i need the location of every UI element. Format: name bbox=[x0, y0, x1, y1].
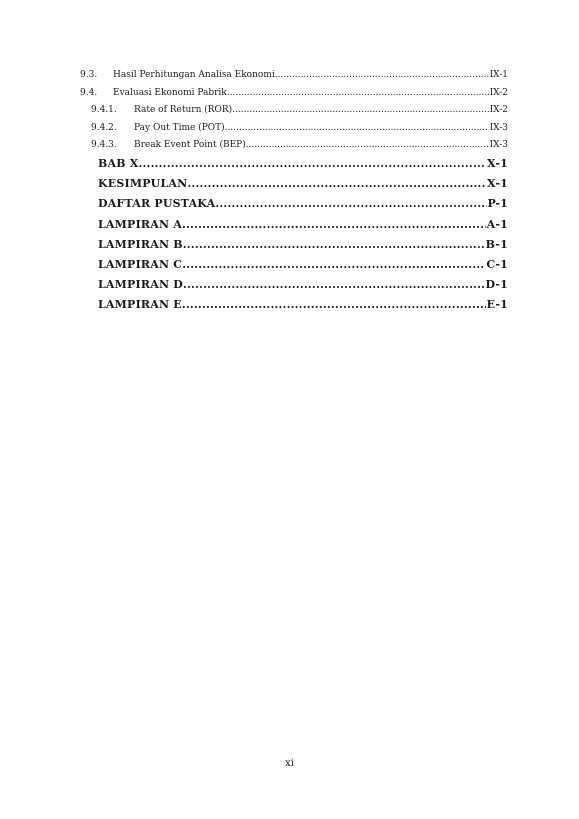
toc-entry-9-4-2[interactable] bbox=[91, 122, 508, 135]
toc-dot-leader bbox=[215, 196, 486, 212]
toc-dot-leader bbox=[183, 237, 485, 253]
toc-entry-page: IX-3 bbox=[489, 123, 508, 133]
toc-dot-leader bbox=[275, 69, 489, 82]
toc-entry-page: A-1 bbox=[486, 218, 508, 231]
toc-entry-kesimpulan[interactable] bbox=[98, 176, 508, 192]
toc-entry-page: P-1 bbox=[487, 197, 508, 210]
toc-dot-leader bbox=[246, 139, 489, 152]
toc-dot-leader bbox=[182, 297, 486, 313]
toc-entry-lampiran-e[interactable] bbox=[98, 297, 508, 313]
toc-entry-lampiran-a[interactable] bbox=[98, 217, 508, 233]
toc-entry-number: 9.4.3. bbox=[91, 140, 117, 150]
toc-entry-number: 9.3. bbox=[80, 70, 98, 80]
toc-entry-page: IX-1 bbox=[489, 70, 508, 80]
toc-entry-title: DAFTAR PUSTAKA bbox=[98, 197, 216, 210]
toc-entry-title: KESIMPULAN bbox=[98, 177, 188, 190]
toc-entry-page: E-1 bbox=[486, 298, 508, 311]
toc-entry-title: LAMPIRAN A bbox=[98, 218, 182, 231]
toc-entry-title: Rate of Return (ROR) bbox=[134, 105, 233, 115]
toc-entry-daftar-pustaka[interactable] bbox=[98, 196, 508, 212]
toc-entry-lampiran-b[interactable] bbox=[98, 237, 508, 253]
toc-entry-title: BAB X bbox=[98, 157, 139, 170]
toc-entry-title: LAMPIRAN B bbox=[98, 238, 183, 251]
toc-entry-title: LAMPIRAN C bbox=[98, 258, 183, 271]
toc-entry-9-4-1[interactable] bbox=[91, 104, 508, 117]
toc-entry-title: LAMPIRAN E bbox=[98, 298, 182, 311]
toc-dot-leader bbox=[187, 176, 486, 192]
toc-dot-leader bbox=[182, 257, 485, 273]
toc-entry-title: Evaluasi Ekonomi Pabrik bbox=[113, 88, 227, 98]
toc-entry-lampiran-d[interactable] bbox=[98, 277, 508, 293]
toc-entry-page: X-1 bbox=[487, 177, 508, 190]
toc-entry-title: LAMPIRAN D bbox=[98, 278, 183, 291]
toc-entry-title: Pay Out Time (POT) bbox=[134, 123, 225, 133]
toc-dot-leader bbox=[182, 217, 486, 233]
toc-entry-title: Hasil Perhitungan Analisa Ekonomi bbox=[113, 70, 275, 80]
toc-entry-page: IX-3 bbox=[489, 140, 508, 150]
toc-entry-page: IX-2 bbox=[489, 105, 508, 115]
toc-entry-page: D-1 bbox=[485, 278, 508, 291]
toc-dot-leader bbox=[225, 122, 489, 135]
toc-entry-number: 9.4. bbox=[80, 88, 98, 98]
toc-entry-page: IX-2 bbox=[489, 88, 508, 98]
toc-entry-title: Break Event Point (BEP) bbox=[134, 140, 246, 150]
toc-entry-page: X-1 bbox=[487, 157, 508, 170]
page-number: xi bbox=[285, 758, 294, 769]
toc-entry-page: B-1 bbox=[485, 238, 508, 251]
toc-entry-9-4-3[interactable] bbox=[91, 139, 508, 152]
toc-entry-number: 9.4.2. bbox=[91, 123, 117, 133]
toc-entry-page: C-1 bbox=[486, 258, 508, 271]
toc-entry-9-4[interactable] bbox=[80, 87, 508, 100]
toc-entry-number: 9.4.1. bbox=[91, 105, 117, 115]
toc-entry-lampiran-c[interactable] bbox=[98, 257, 508, 273]
toc-dot-leader bbox=[183, 277, 484, 293]
toc-entry-bab-x[interactable] bbox=[98, 156, 508, 172]
toc-dot-leader bbox=[227, 87, 489, 100]
toc-dot-leader bbox=[139, 156, 487, 172]
toc-entry-9-3[interactable] bbox=[80, 69, 508, 82]
toc-dot-leader bbox=[232, 104, 488, 117]
